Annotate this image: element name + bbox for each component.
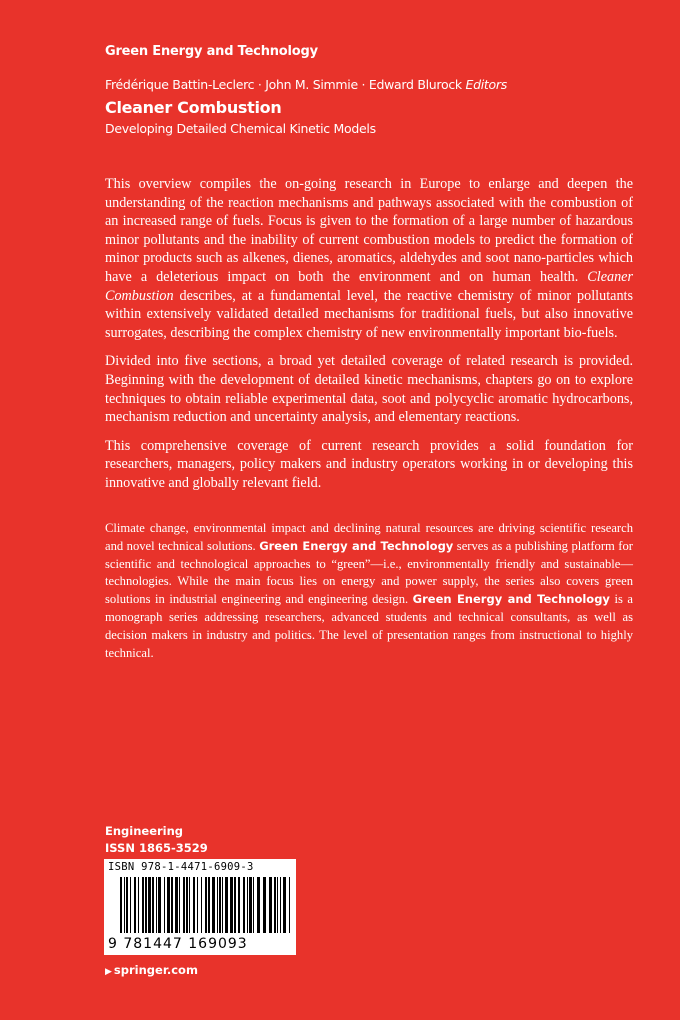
barcode-bar	[201, 877, 202, 933]
series-desc-part-3: is a monograph series addressing researchers, advanced students and technical consultants, as well as decision makers in industry and politics. The level of presentation ranges from instructional to highly technical.	[105, 592, 633, 660]
barcode-bar	[283, 877, 286, 933]
series-desc-bold-2: Green Energy and Technology	[412, 592, 610, 607]
editors-role: Editors	[465, 77, 507, 92]
barcode-bar	[217, 877, 218, 933]
barcode-bar	[179, 877, 180, 933]
barcode-bar	[126, 877, 128, 933]
category-block	[105, 823, 208, 857]
book-description	[105, 175, 633, 503]
barcode-bar	[238, 877, 240, 933]
barcode-bar	[249, 877, 252, 933]
series-description	[105, 520, 633, 662]
barcode-bar	[225, 877, 228, 933]
barcode-digits: 9 781447 169093	[108, 936, 248, 952]
barcode-bar	[274, 877, 276, 933]
barcode-bar	[152, 877, 154, 933]
description-p1-part-b: describes, at a fundamental level, the reactive chemistry of minor pollutants within extensively validated detailed mechanisms for traditional fuels, but also innovative surrogates, describing the complex chemistry of new environmentally important bio-fuels.	[105, 287, 633, 341]
barcode-bars	[104, 877, 296, 935]
barcode-bar	[289, 877, 290, 933]
barcode-bar	[134, 877, 136, 933]
editors-line	[105, 77, 507, 92]
series-desc-bold-1: Green Energy and Technology	[259, 538, 454, 553]
barcode-bar	[189, 877, 190, 933]
barcode-bar	[130, 877, 131, 933]
barcode-bar	[230, 877, 233, 933]
barcode-bar	[208, 877, 210, 933]
barcode-bar	[158, 877, 161, 933]
barcode-bar	[222, 877, 223, 933]
book-subtitle: Developing Detailed Chemical Kinetic Models	[105, 121, 376, 136]
barcode-bar	[280, 877, 281, 933]
barcode-bar	[186, 877, 188, 933]
barcode-bar	[124, 877, 125, 933]
series-name: Green Energy and Technology	[105, 44, 318, 59]
website-link[interactable]	[105, 963, 198, 977]
isbn-text: ISBN 978-1-4471-6909-3	[108, 861, 254, 873]
barcode-bar	[175, 877, 178, 933]
barcode-bar	[263, 877, 266, 933]
barcode-bar	[142, 877, 144, 933]
barcode-bar	[167, 877, 170, 933]
series-desc-part-1: Climate change, environmental impact and declining natural resources are driving scientific research and novel technical solutions.	[105, 521, 633, 553]
barcode-bar	[277, 877, 278, 933]
description-p1-book-title: Cleaner Combustion	[105, 268, 634, 304]
barcode-bar	[257, 877, 260, 933]
barcode-bar	[156, 877, 157, 933]
barcode-bar	[145, 877, 147, 933]
barcode-bar	[253, 877, 254, 933]
barcode-bar	[164, 877, 165, 933]
book-title: Cleaner Combustion	[105, 98, 282, 117]
triangle-right-icon: ▶	[105, 967, 112, 977]
barcode-bar	[171, 877, 173, 933]
barcode-bar	[205, 877, 207, 933]
description-paragraph-2: Divided into five sections, a broad yet detailed coverage of related research is provided. Beginning with the development of detailed kinetic mechanisms, chapters go on to explore techniques to obtain reliable experimental data, soot and polycyclic aromatic hydrocarbons, mechanism reduction and uncertainty analysis, and elementary reactions.	[105, 353, 633, 426]
issn-label: ISSN 1865-3529	[105, 841, 208, 855]
barcode-bar	[148, 877, 151, 933]
barcode-bar	[243, 877, 245, 933]
description-paragraph-3: This comprehensive coverage of current research provides a solid foundation for researchers, managers, policy makers and industry operators working in or developing this innovative and globally relevant field.	[105, 437, 633, 491]
description-p1-part-a: This overview compiles the on-going research in Europe to enlarge and deepen the understanding of the reaction mechanisms and pathways associated with the combustion of an increased range of fuels. Focus is given to the formation of a large number of hazardous minor pollutants and the inability of current combustion models to predict the formation of minor products such as alkenes, dienes, aromatics, aldehydes and soot nano-particles which have a deleterious impact on both the environment and on human health.	[105, 176, 633, 285]
website-label: springer.com	[113, 963, 198, 977]
barcode-bar	[234, 877, 236, 933]
barcode-bar	[193, 877, 195, 933]
barcode-bar	[212, 877, 215, 933]
barcode-bar	[183, 877, 185, 933]
barcode-bar	[197, 877, 198, 933]
barcode-bar	[138, 877, 139, 933]
barcode-bar	[219, 877, 221, 933]
isbn-barcode	[104, 859, 296, 955]
barcode-bar	[269, 877, 272, 933]
editors-names: Frédérique Battin-Leclerc · John M. Simmie · Edward Blurock	[105, 77, 462, 92]
series-desc-part-2: serves as a publishing platform for scientific and technological approaches to “green”—i.e., environmentally friendly and sustainable—technologies. While the main focus lies on energy and power supply, the series also covers green solutions in industrial engineering and engineering design.	[105, 538, 633, 607]
description-paragraph-1	[105, 175, 633, 342]
category-label: Engineering	[105, 824, 184, 838]
barcode-bar	[247, 877, 248, 933]
barcode-bar	[120, 877, 122, 933]
